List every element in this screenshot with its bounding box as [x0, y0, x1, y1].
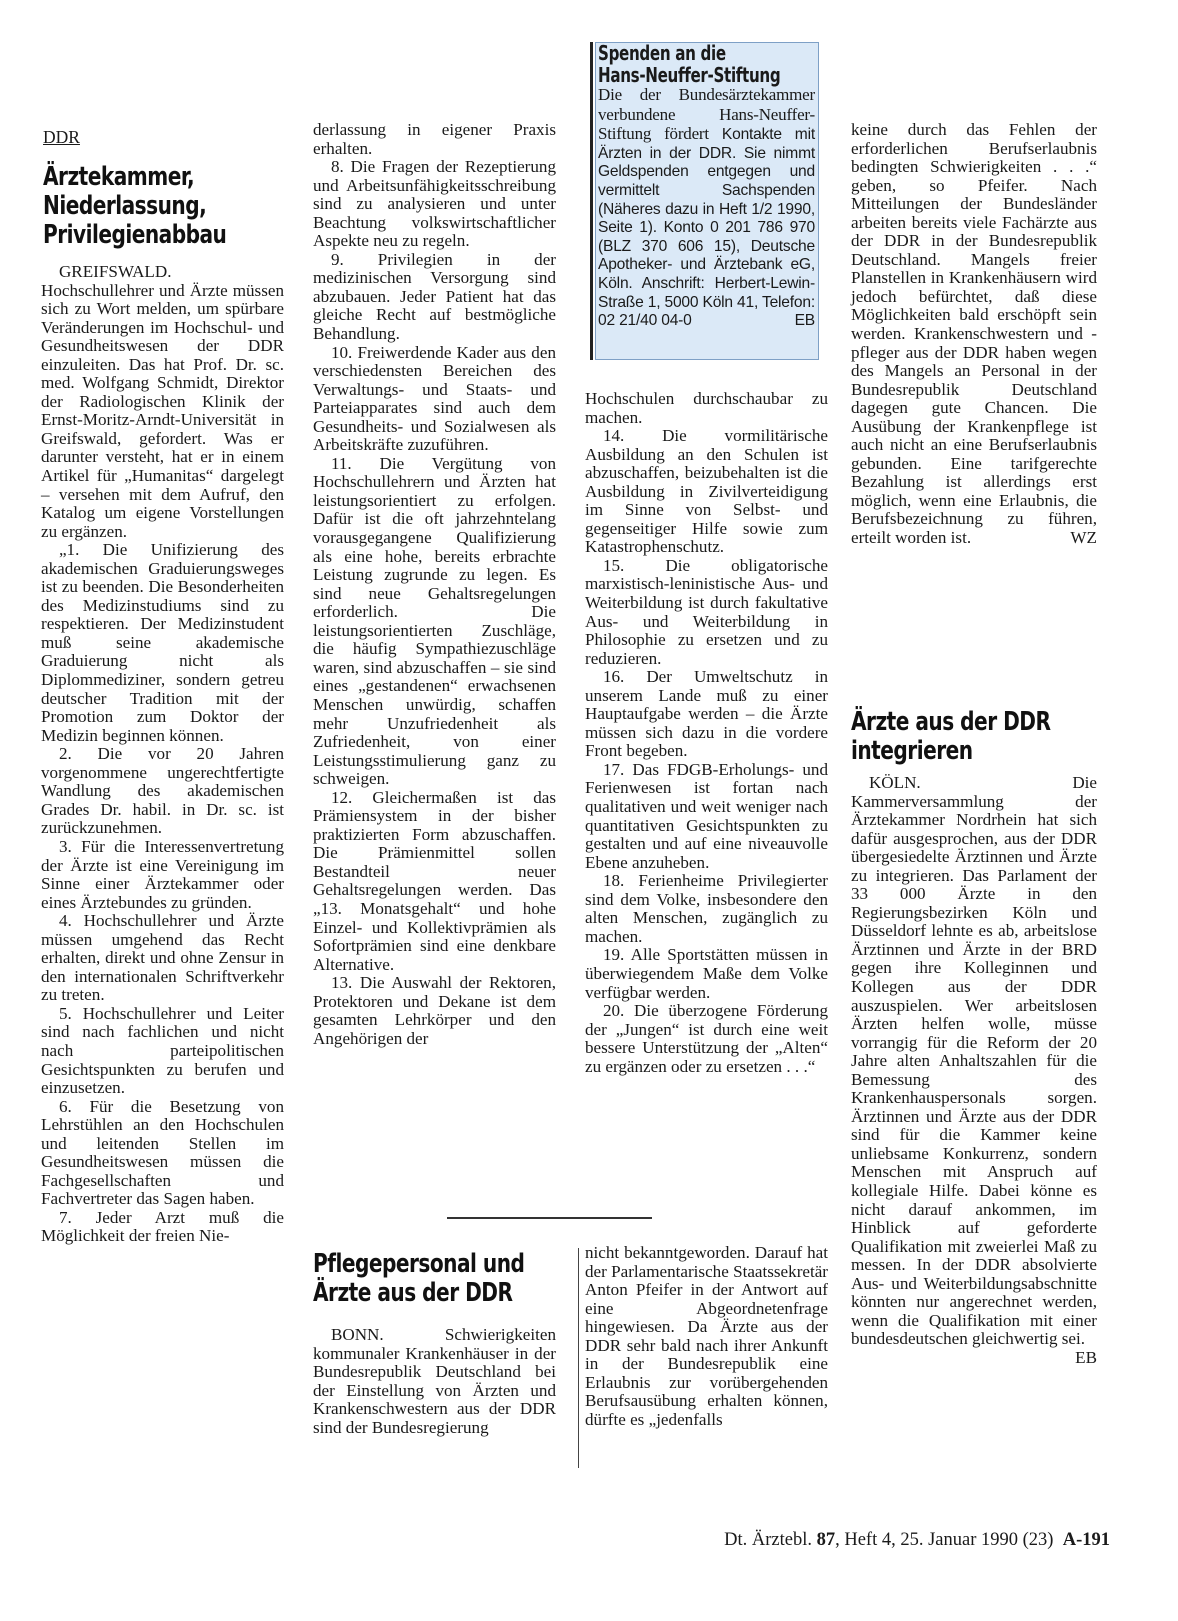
- paragraph: derlassung in eigener Praxis erhalten.: [313, 120, 556, 158]
- headline-line: Niederlassung,: [43, 191, 207, 221]
- paragraph-text: keine durch das Fehlen der erforderlichen Berufserlaubnis bedingten Schwierigkeiten . . .“ geben, so Pfeifer. Nach Mitteilungen der Bundesländer arbeiten bereits viele Fachärzte aus der DDR in der Bundesrepublik Deutschland. Mangels freier Planstellen in Krankenhäusern wird jedoch befürchtet, daß diese Möglichkeiten bald erschöpft sein werden. Krankenschwestern und -pfleger aus der DDR haben wegen des Mangels an Personal in der Bundesrepublik Deutschland dagegen gute Chancen. Die Ausübung der Krankenpflege ist auch nicht an eine Berufserlaubnis gebunden. Eine tarifgerechte Bezahlung ist allerdings erst möglich, wenn eine Erlaubnis, die Berufsbezeichnung zu führen, erteilt worden ist.: [851, 120, 1097, 548]
- article2-column-2: [585, 1244, 828, 1429]
- page-number: A-191: [1062, 1530, 1110, 1550]
- paragraph: [851, 121, 1097, 548]
- paragraph: 11. Die Vergütung von Hochschullehrern und Ärzten hat leistungsorientiert zu erfolgen. Dafür ist die oft jahrzehntelang vorausgegangene Qualifizierung als eine hohe, bereits erbrachte Leistung zugrunde zu legen. Es sind neue Gehaltsregelungen erforderlich. Die leistungsorientierten Zuschläge, die häufig Sympathiezuschläge waren, sind abzuschaffen – sie sind eines „gestandenen“ erwachsenen Menschen unwürdig, schaffen mehr Unzufriedenheit als Zufriedenheit, von einer Leistungsstimulierung ganz zu schweigen.: [313, 453, 556, 789]
- donation-box-body: Kontakte mit Ärzten in der DDR. Sie nimmt Geldspenden entgegen und vermittelt Sachspenden (Näheres dazu in Heft 1/2 1990, Seite 1). Konto 0 201 786 970 (BLZ 370 606 15), Deutsche Apotheker- und Ärztebank eG, Köln. Anschrift: Herbert-Lewin-Straße 1, 5000 Köln 41, Telefon: 02 21/40 04-0: [598, 126, 815, 330]
- paragraph: 20. Die überzogene Förderung der „Jungen“ ist durch eine weit bessere Unterstützung der „Alten“ zu ergänzen oder zu ersetzen . . .“: [585, 1001, 828, 1076]
- journal-name: Dt. Ärztebl.: [724, 1530, 812, 1550]
- headline-line: Ärzte aus der DDR: [851, 707, 1051, 737]
- paragraph: 3. Für die Interessenvertretung der Ärzte ist eine Vereinigung im Sinne einer Ärztekammer oder eines Ärztebundes zu gründen.: [41, 836, 284, 912]
- box-title-line: Spenden an die: [598, 41, 726, 65]
- box-title-line: Hans-Neuffer-Stiftung: [598, 62, 781, 87]
- article1-column-3: [585, 390, 828, 1076]
- paragraph: [851, 773, 1097, 1367]
- paragraph: BONN. Schwierigkeiten kommunaler Krankenhäuser in der Bundesrepublik Deutschland bei der Einstellung von Ärzten und Krankenschwestern aus der DDR sind der Bundesregierung: [313, 1325, 556, 1437]
- paragraph: 14. Die vormilitärische Ausbildung an den Schulen ist abzuschaffen, beizubehalten ist die Ausbildung in Zivilverteidigung im Sinne von Selbst- und gegenseitiger Hilfe sowie zum Katastrophenschutz.: [585, 426, 828, 557]
- article-headline-integrieren: [851, 708, 1050, 766]
- paragraph: 5. Hochschullehrer und Leiter sind nach fachlichen und nicht nach parteipolitischen Gesichtspunkten zu berufen und einzusetzen.: [41, 1003, 284, 1098]
- paragraph: 2. Die vor 20 Jahren vorgenommene ungerechtfertigte Wandlung des akademischen Grades Dr. habil. in Dr. sc. ist zurückzunehmen.: [41, 744, 284, 838]
- article1-column-4: [851, 121, 1097, 548]
- paragraph: GREIFSWALD. Hochschullehrer und Ärzte müssen sich zu Wort melden, um spürbare Veränderungen im Hochschul- und Gesundheitswesen der DDR einzuleiten. Das hat Prof. Dr. sc. med. Wolfgang Schmidt, Direktor der Radiologischen Klinik der Ernst-Moritz-Arndt-Universität in Greifswald, gefordert. Was er darunter versteht, hat er in einem Artikel für „Humanitas“ dargelegt – versehen mit dem Aufruf, den Katalog um eigene Vorstellungen zu ergänzen.: [41, 262, 284, 541]
- paragraph: Hochschulen durchschaubar zu machen.: [585, 389, 828, 427]
- article1-column-1: [41, 263, 284, 1246]
- paragraph: nicht bekanntgeworden. Darauf hat der Parlamentarische Staatssekretär Anton Pfeifer in der Antwort auf eine Abgeordnetenfrage hingewiesen. Da Ärzte aus der DDR sehr bald nach ihrer Ankunft in der Bundesrepublik eine Erlaubnis zur vorübergehenden Berufsausübung erhalten können, dürfte es „jedenfalls: [585, 1243, 829, 1429]
- headline-line: integrieren: [851, 736, 973, 766]
- column-rule: [578, 42, 579, 442]
- article2-column-1: [313, 1326, 556, 1437]
- headline-line: Pflegepersonal und: [313, 1249, 525, 1279]
- author-sign: EB: [1075, 1347, 1097, 1367]
- paragraph: 18. Ferienheime Privilegierter sind dem Volke, insbesondere den alten Menschen, zugänglich zu machen.: [585, 871, 828, 946]
- paragraph: 12. Gleichermaßen ist das Prämiensystem in der bisher praktizierten Form abzuschaffen. Die Prämienmittel sollen Bestandteil neuer Gehaltsregelungen werden. Das „13. Monatsgehalt“ und hohe Einzel- und Kollektivprämien als Sofortprämien sind eine denkbare Alternative.: [313, 787, 556, 974]
- paragraph: 15. Die obligatorische marxistisch-leninistische Aus- und Weiterbildung ist durch fakultative Aus- und Weiterbildung in Philosophie zu ersetzen und zu reduzieren.: [585, 555, 828, 668]
- donation-info-box: [590, 42, 819, 360]
- donation-box-text: [598, 86, 815, 331]
- paragraph: 13. Die Auswahl der Rektoren, Protektoren und Dekane ist dem gesamten Lehrkörper und den Angehörigen der: [313, 973, 556, 1048]
- paragraph: 7. Jeder Arzt muß die Möglichkeit der freien Nie-: [41, 1207, 284, 1246]
- article3-column: [851, 774, 1097, 1368]
- article-headline-aerztekammer: [43, 163, 226, 250]
- donation-box-lead: Die der Bundesärztekammer verbundene Hans-Neuffer-Stiftung fördert: [598, 85, 815, 144]
- headline-line: Ärzte aus der DDR: [313, 1278, 513, 1308]
- headline-line: Ärztekammer,: [43, 162, 195, 192]
- issue-date: , Heft 4, 25. Januar 1990 (23): [835, 1530, 1054, 1550]
- paragraph-text: KÖLN. Die Kammerversammlung der Ärztekammer Nordrhein hat sich dafür ausgesprochen, aus der DDR übergesiedelte Ärztinnen und Ärzte zu integrieren. Das Parlament der 33 000 Ärzte in den Regierungsbezirken Köln und Düsseldorf lehnte es ab, arbeitslose Ärztinnen und Ärzte in der BRD gegen ihre Kolleginnen und Kollegen aus der DDR auszuspielen. Wer arbeitslosen Ärzten helfen wolle, müsse vorrangig für die Reform der 20 Jahre alten Anhaltszahlen für die Bemessung des Krankenhauspersonals sorgen. Ärztinnen und Ärzte aus der DDR sind für die Kammer keine unliebsame Konkurrenz, sondern Menschen mit Anspruch auf kollegiale Hilfe. Dabei könne es nicht darauf ankommen, im Hinblick auf geforderte Qualifikation mit zweierlei Maß zu messen. In der DDR absolvierte Aus- und Weiterbildungsabschnitte könnten nur angerechnet werden, wenn die Qualifikation mit einer bundesdeutschen gleichwertig sei.: [851, 773, 1097, 1349]
- paragraph: 8. Die Fragen der Rezeptierung und Arbeitsunfähigkeitsschreibung sind zu analysieren und unter Beachtung volkswirtschaftlicher Aspekte neu zu regeln.: [313, 157, 556, 251]
- article-separator: [447, 1217, 652, 1219]
- paragraph: 16. Der Umweltschutz in unserem Lande muß zu einer Hauptaufgabe werden – die Ärzte müssen sich dazu in die vordere Front begeben.: [585, 667, 828, 761]
- author-sign: EB: [794, 312, 815, 330]
- article1-column-2: [313, 121, 556, 1048]
- author-sign: WZ: [1070, 528, 1097, 548]
- page-footer: [724, 1530, 1110, 1551]
- paragraph: 19. Alle Sportstätten müssen in überwiegendem Maße dem Volke verfügbar werden.: [585, 945, 828, 1002]
- column-rule: [578, 1248, 579, 1468]
- paragraph: „1. Die Unifizierung des akademischen Graduierungsweges ist zu beenden. Die Besonderheiten des Medizinstudiums sind zu respektieren. Der Medizinstudent muß seine akademische Graduierung nicht als Diplommediziner, sondern getreu deutscher Tradition mit der Promotion zum Doktor der Medizin beginnen können.: [41, 540, 284, 745]
- paragraph: 17. Das FDGB-Erholungs- und Ferienwesen ist fortan nach qualitativen und weit weniger nach quantitativen Gesichtspunkten zu gestalten und auf eine niveauvolle Ebene anzuheben.: [585, 759, 828, 872]
- donation-box-panel: [595, 42, 819, 360]
- journal-volume: 87: [816, 1530, 836, 1550]
- article-headline-pflegepersonal: [313, 1250, 524, 1308]
- donation-box-title: [598, 41, 781, 87]
- paragraph: 10. Freiwerdende Kader aus den verschiedensten Bereichen des Verwaltungs- und Staats- und Parteiapparates sind auch dem Gesundheits- und Sozialwesen als Arbeitskräfte zuzuführen.: [313, 342, 556, 455]
- paragraph: 4. Hochschullehrer und Ärzte müssen umgehend das Recht erhalten, direkt und ohne Zensur in den internationalen Schriftverkehr zu treten.: [41, 911, 284, 1005]
- headline-line: Privilegienabbau: [43, 220, 227, 250]
- paragraph: 6. Für die Besetzung von Lehrstühlen an den Hochschulen und leitenden Stellen im Gesundheitswesen müssen die Fachgesellschaften und Fachvertreter das Sagen haben.: [41, 1096, 284, 1209]
- section-kicker: DDR: [43, 127, 80, 147]
- paragraph: 9. Privilegien in der medizinischen Versorgung sind abzubauen. Jeder Patient hat das gleiche Recht auf bestmögliche Behandlung.: [313, 249, 556, 344]
